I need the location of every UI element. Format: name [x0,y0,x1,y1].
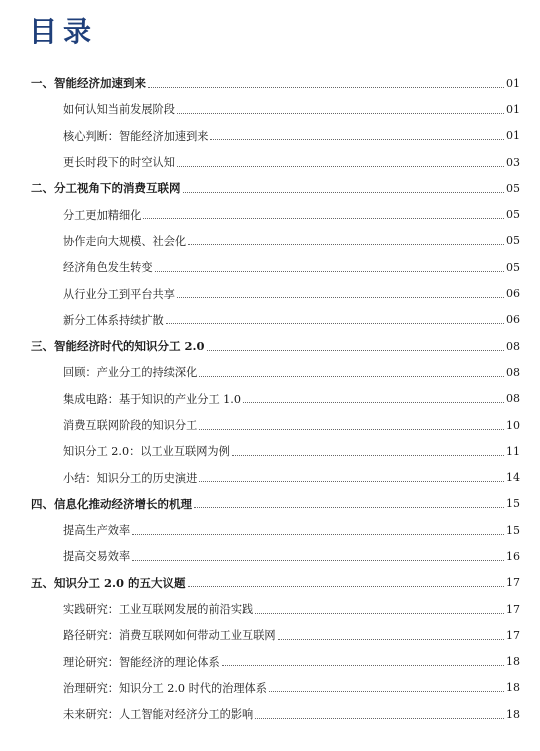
toc-entry-label: 从行业分工到平台共享 [63,287,175,301]
page-title: 目录 [29,15,98,48]
toc-subsection-entry[interactable] [0,228,540,254]
toc-page-number: 17 [506,602,520,616]
toc-page-number: 08 [506,392,520,406]
dot-leader [278,639,504,640]
toc-entry-label: 二、分工视角下的消费互联网 [31,181,181,196]
dot-leader [255,613,504,614]
toc-page-number: 06 [506,287,520,301]
toc-page-number: 08 [506,365,520,379]
dot-leader [222,665,504,666]
toc-entry-label: 四、信息化推动经济增长的机理 [31,496,192,511]
table-of-contents [0,70,540,727]
dot-leader [166,323,504,324]
dot-leader [177,113,504,114]
toc-page-number: 18 [506,707,520,721]
toc-entry-label: 三、智能经济时代的知识分工 2.0 [31,339,205,354]
toc-entry-label: 如何认知当前发展阶段 [63,103,175,117]
toc-page-number: 15 [506,497,520,511]
toc-entry-label: 分工更加精细化 [63,208,142,222]
toc-subsection-entry[interactable] [0,701,540,727]
toc-page-number: 03 [506,155,520,169]
dot-leader [177,166,504,167]
toc-subsection-entry[interactable] [0,543,540,569]
dot-leader [143,218,504,219]
toc-subsection-entry[interactable] [0,438,540,464]
dot-leader [199,376,504,377]
toc-entry-label: 治理研究：知识分工 2.0 时代的治理体系 [63,681,267,695]
toc-page-number: 17 [506,628,520,642]
toc-page-number: 05 [506,234,520,248]
toc-entry-label: 五、知识分工 2.0 的五大议题 [31,575,186,590]
toc-page-number: 06 [506,313,520,327]
toc-section-entry[interactable] [0,570,540,596]
toc-entry-label: 小结：知识分工的历史演进 [63,471,198,485]
toc-page-number: 15 [506,523,520,537]
dot-leader [148,87,504,88]
toc-subsection-entry[interactable] [0,201,540,227]
toc-page-number: 01 [506,129,520,143]
toc-subsection-entry[interactable] [0,123,540,149]
toc-subsection-entry[interactable] [0,649,540,675]
toc-page-number: 11 [506,444,520,458]
toc-subsection-entry[interactable] [0,675,540,701]
toc-subsection-entry[interactable] [0,96,540,122]
toc-entry-label: 提高交易效率 [63,550,131,564]
toc-entry-label: 理论研究：智能经济的理论体系 [63,655,220,669]
dot-leader [194,507,504,508]
dot-leader [269,691,504,692]
toc-entry-label: 集成电路：基于知识的产业分工 1.0 [63,392,241,406]
dot-leader [188,586,504,587]
toc-page-number: 08 [506,339,520,353]
dot-leader [188,244,504,245]
toc-page-number: 17 [506,576,520,590]
dot-leader [199,481,504,482]
toc-entry-label: 核心判断：智能经济加速到来 [63,129,209,143]
toc-page-number: 01 [506,102,520,116]
toc-entry-label: 回顾：产业分工的持续深化 [63,366,198,380]
toc-subsection-entry[interactable] [0,254,540,280]
toc-entry-label: 协作走向大规模、社会化 [63,234,187,248]
dot-leader [232,455,504,456]
toc-subsection-entry[interactable] [0,596,540,622]
toc-entry-label: 更长时段下的时空认知 [63,156,175,170]
toc-page-number: 16 [506,549,520,563]
toc-subsection-entry[interactable] [0,359,540,385]
toc-page-number: 18 [506,655,520,669]
toc-page-number: 05 [506,260,520,274]
dot-leader [210,139,504,140]
dot-leader [255,718,504,719]
toc-section-entry[interactable] [0,333,540,359]
toc-page-number: 01 [506,76,520,90]
toc-page-number: 05 [506,181,520,195]
dot-leader [183,192,505,193]
dot-leader [132,534,504,535]
toc-subsection-entry[interactable] [0,386,540,412]
toc-subsection-entry[interactable] [0,307,540,333]
dot-leader [155,271,504,272]
toc-entry-label: 新分工体系持续扩散 [63,313,164,327]
toc-entry-label: 一、智能经济加速到来 [31,76,146,91]
toc-entry-label: 消费互联网阶段的知识分工 [63,419,198,432]
toc-section-entry[interactable] [0,70,540,96]
dot-leader [207,350,504,351]
dot-leader [132,560,504,561]
toc-entry-label: 提高生产效率 [63,524,131,538]
toc-subsection-entry[interactable] [0,464,540,490]
toc-subsection-entry[interactable] [0,517,540,543]
toc-page-number: 14 [506,471,520,485]
toc-subsection-entry[interactable] [0,622,540,648]
toc-entry-label: 路径研究：消费互联网如何带动工业互联网 [63,629,276,643]
toc-page-number: 05 [506,208,520,222]
toc-section-entry[interactable] [0,491,540,517]
toc-subsection-entry[interactable] [0,149,540,175]
toc-subsection-entry[interactable] [0,280,540,306]
toc-entry-label: 未来研究：人工智能对经济分工的影响 [63,708,254,722]
dot-leader [243,402,504,403]
toc-page-number: 18 [506,681,520,695]
toc-entry-label: 知识分工 2.0：以工业互联网为例 [63,445,230,459]
toc-section-entry[interactable] [0,175,540,201]
toc-page-number: 10 [506,418,520,432]
toc-entry-label: 经济角色发生转变 [63,261,153,275]
toc-entry-label: 实践研究：工业互联网发展的前沿实践 [63,603,254,617]
dot-leader [177,297,504,298]
toc-subsection-entry[interactable] [0,412,540,438]
dot-leader [199,429,504,430]
